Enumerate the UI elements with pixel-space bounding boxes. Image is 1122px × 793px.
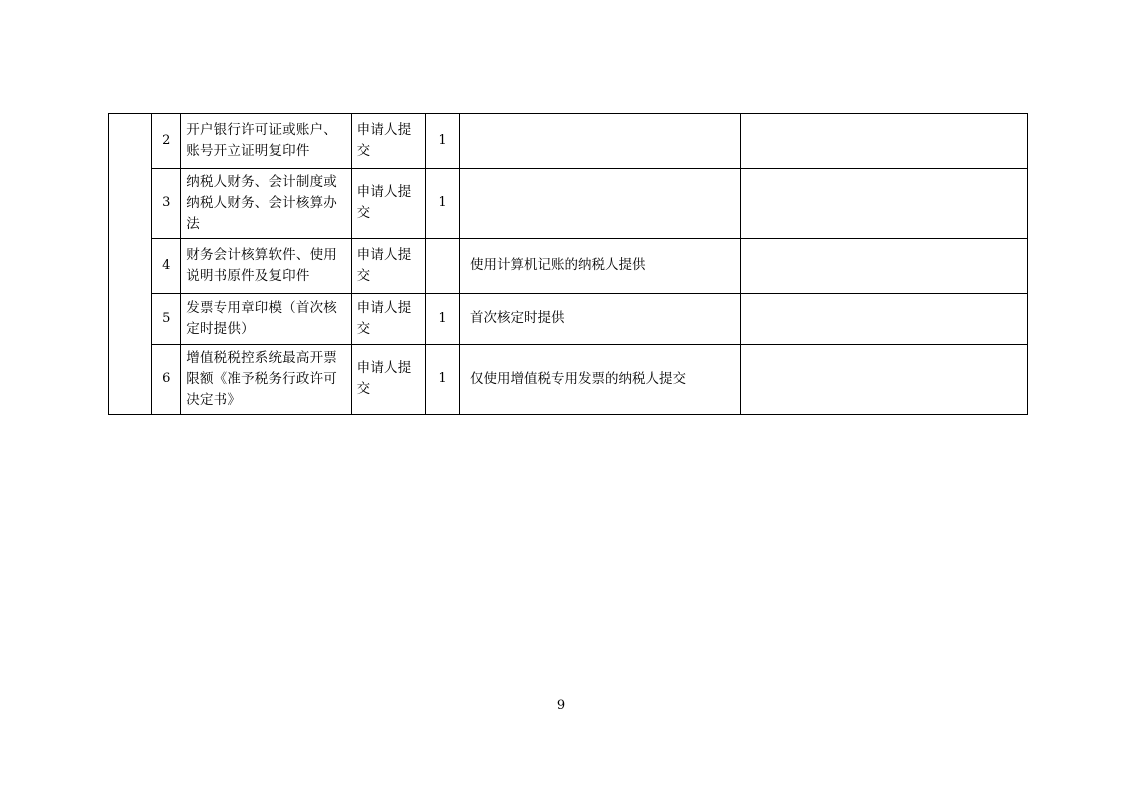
row-left-spacer-cell bbox=[109, 238, 152, 293]
row-extra-cell bbox=[740, 344, 1027, 414]
row-extra-cell bbox=[740, 293, 1027, 344]
table-row bbox=[109, 293, 1028, 344]
row-source-cell: 申请人提交 bbox=[351, 114, 425, 169]
row-note-cell: 仅使用增值税专用发票的纳税人提交 bbox=[460, 344, 741, 414]
row-count-cell bbox=[425, 238, 459, 293]
row-extra-cell bbox=[740, 114, 1027, 169]
row-note-cell: 首次核定时提供 bbox=[460, 293, 741, 344]
table-row bbox=[109, 238, 1028, 293]
row-extra-cell bbox=[740, 238, 1027, 293]
page-number: 9 bbox=[556, 698, 566, 713]
table-row bbox=[109, 169, 1028, 239]
row-index-cell: 3 bbox=[152, 169, 181, 239]
row-index-cell: 6 bbox=[152, 344, 181, 414]
row-left-spacer-cell bbox=[109, 114, 152, 169]
row-index-cell: 4 bbox=[152, 238, 181, 293]
row-index-cell: 2 bbox=[152, 114, 181, 169]
row-material-name-cell: 开户银行许可证或账户、账号开立证明复印件 bbox=[181, 114, 351, 169]
row-source-cell: 申请人提交 bbox=[351, 238, 425, 293]
table-row bbox=[109, 114, 1028, 169]
row-count-cell: 1 bbox=[425, 169, 459, 239]
row-left-spacer-cell bbox=[109, 344, 152, 414]
row-material-name-cell: 发票专用章印模（首次核定时提供） bbox=[181, 293, 351, 344]
row-count-cell: 1 bbox=[425, 344, 459, 414]
row-left-spacer-cell bbox=[109, 293, 152, 344]
row-index-cell: 5 bbox=[152, 293, 181, 344]
row-source-cell: 申请人提交 bbox=[351, 169, 425, 239]
row-material-name-cell: 增值税税控系统最高开票限额《准予税务行政许可决定书》 bbox=[181, 344, 351, 414]
row-source-cell: 申请人提交 bbox=[351, 293, 425, 344]
row-material-name-cell: 纳税人财务、会计制度或纳税人财务、会计核算办法 bbox=[181, 169, 351, 239]
row-left-spacer-cell bbox=[109, 169, 152, 239]
materials-table bbox=[108, 113, 1028, 415]
row-extra-cell bbox=[740, 169, 1027, 239]
row-material-name-cell: 财务会计核算软件、使用说明书原件及复印件 bbox=[181, 238, 351, 293]
table-row bbox=[109, 344, 1028, 414]
row-note-cell bbox=[460, 114, 741, 169]
row-note-cell bbox=[460, 169, 741, 239]
row-note-cell: 使用计算机记账的纳税人提供 bbox=[460, 238, 741, 293]
row-count-cell: 1 bbox=[425, 114, 459, 169]
row-source-cell: 申请人提交 bbox=[351, 344, 425, 414]
row-count-cell: 1 bbox=[425, 293, 459, 344]
